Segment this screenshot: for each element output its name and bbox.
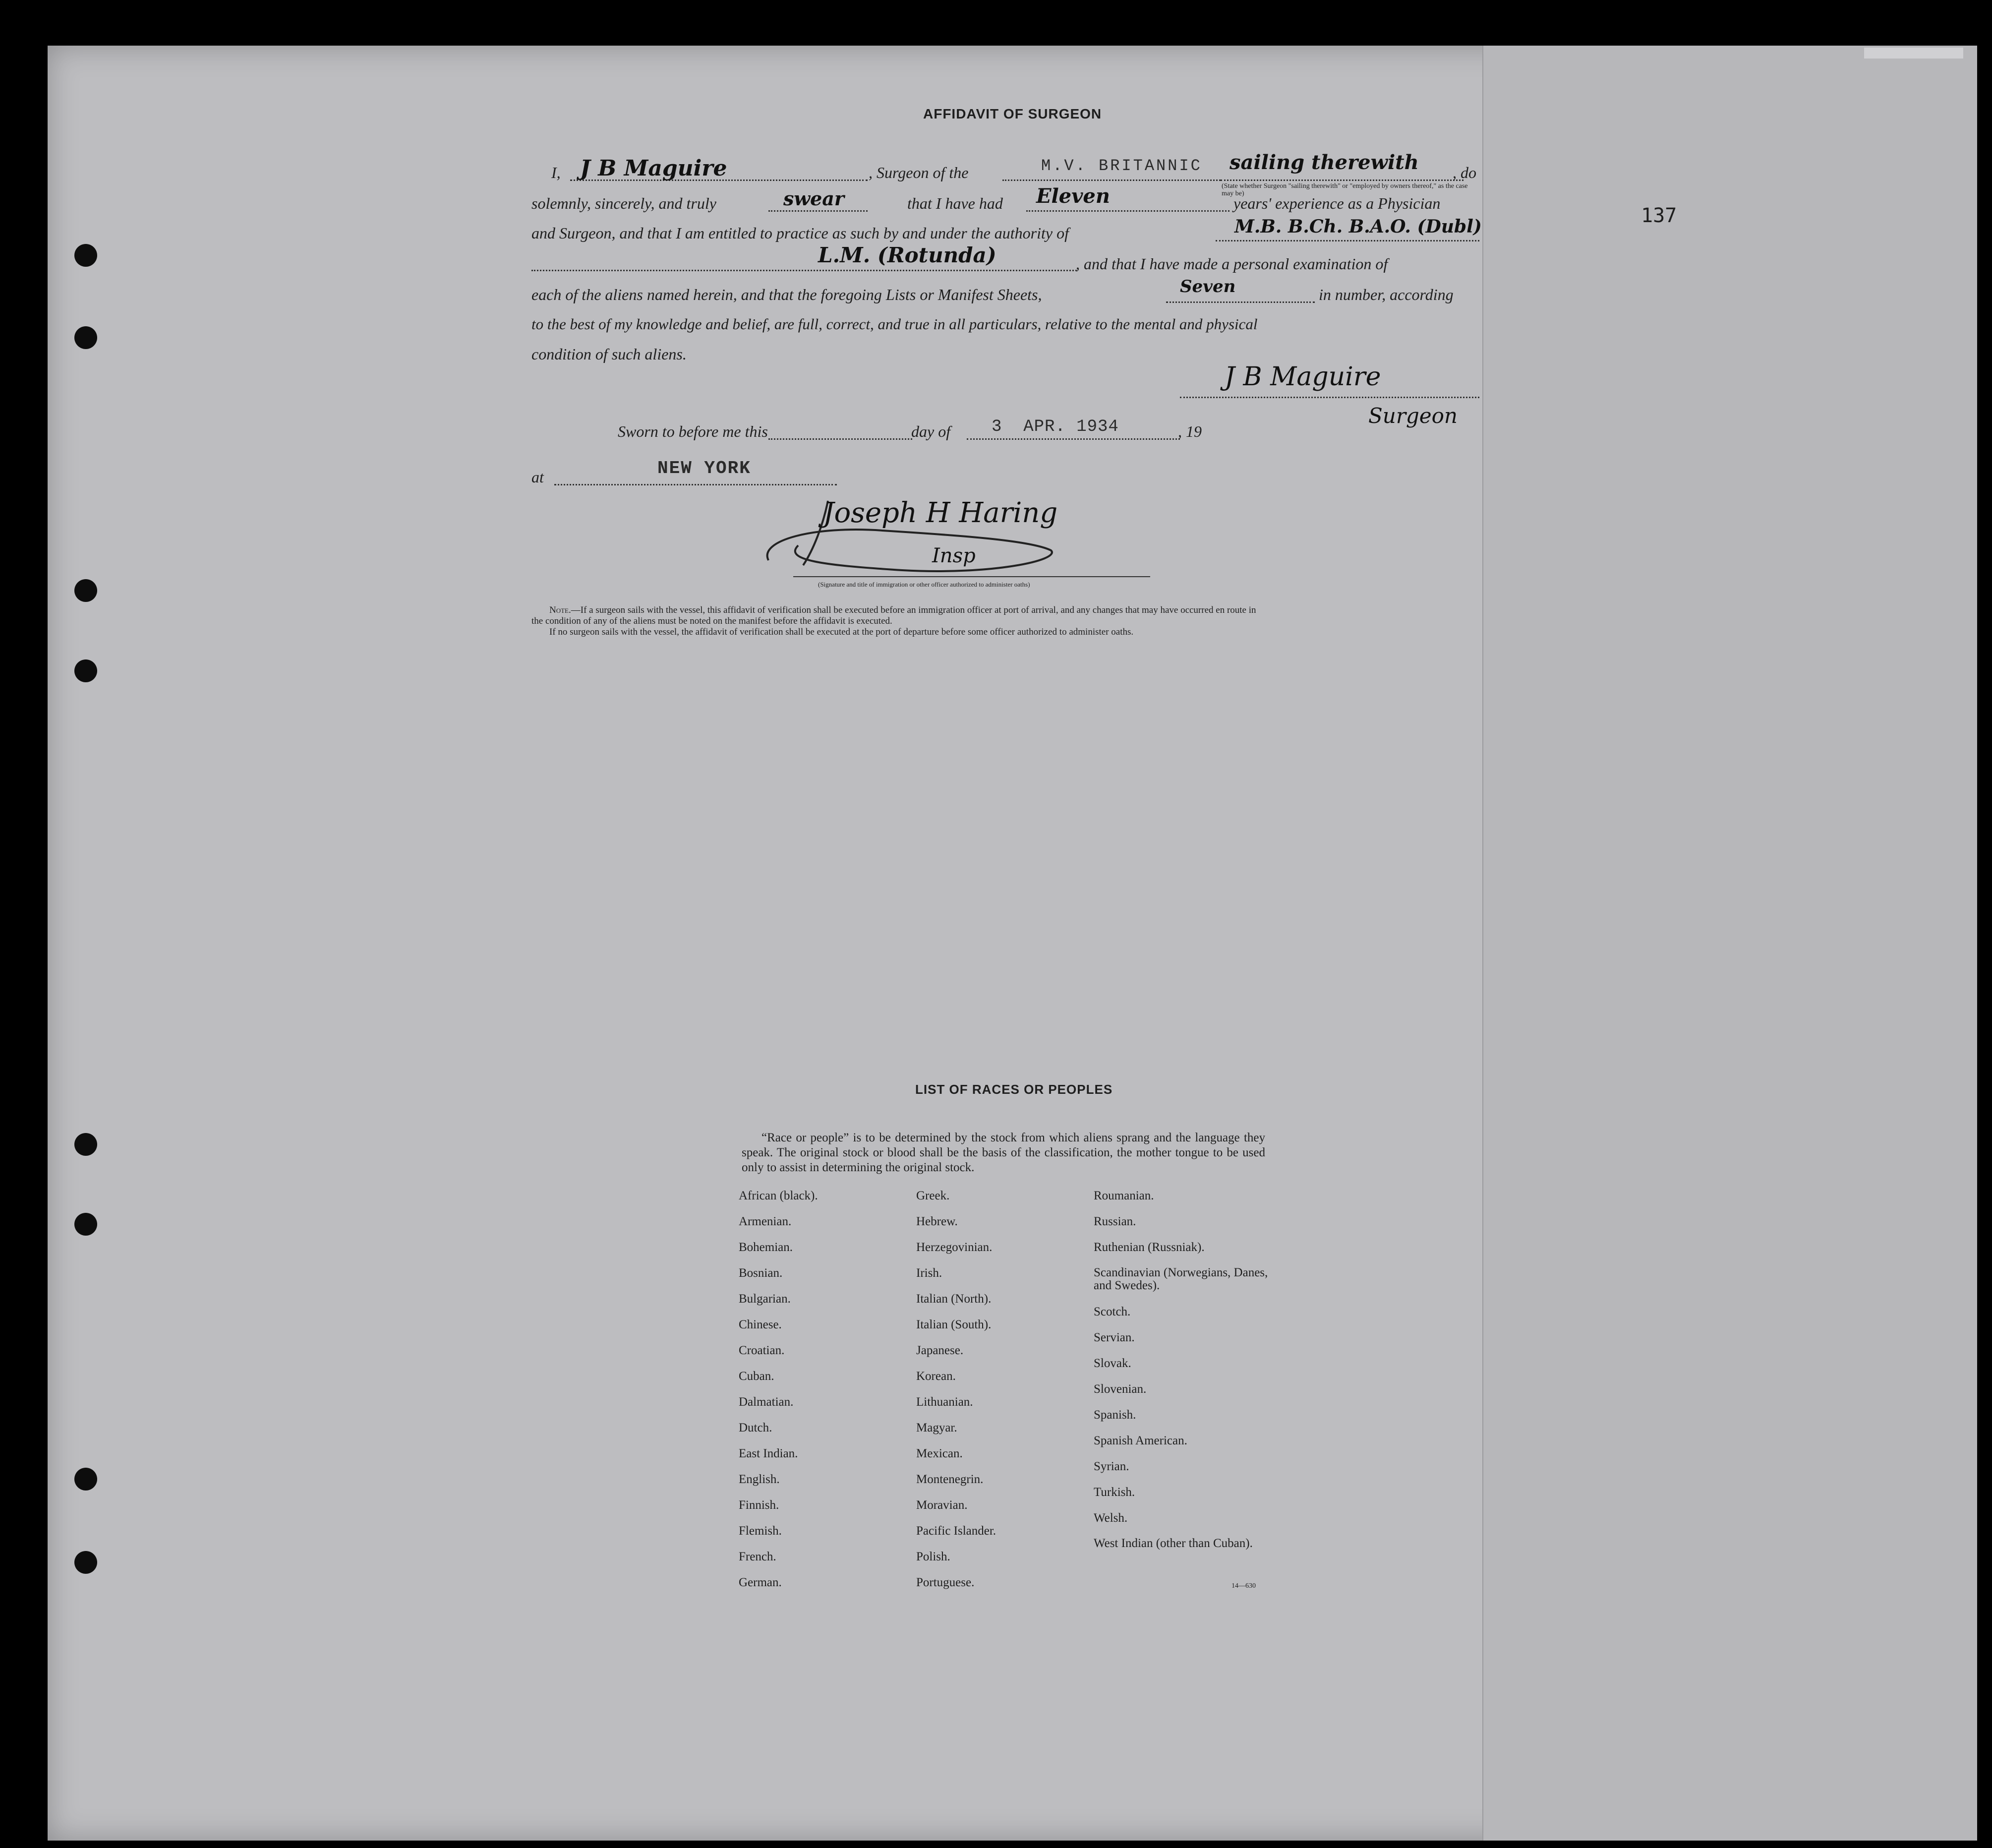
sailing-status: sailing therewith (1230, 151, 1419, 174)
race-item: Portuguese. (916, 1576, 975, 1589)
race-item: Bosnian. (739, 1266, 783, 1280)
text-day-of: day of (911, 422, 951, 440)
note-line3: If no surgeon sails with the vessel, the affidavit of verification shall be executed at the port of departure before some officer authorized to administer oaths. (549, 627, 1134, 637)
race-item: Finnish. (739, 1498, 779, 1512)
note-label: Note. (549, 605, 571, 615)
state-note: (State whether Surgeon "sailing therewith" or "employed by owners thereof," as the case may be) (1222, 182, 1468, 197)
race-item: Moravian. (916, 1498, 968, 1512)
place-stamp: NEW YORK (657, 458, 751, 478)
binder-hole (74, 1213, 97, 1236)
race-item: Scandinavian (Norwegians, Danes, and Swedes). (1094, 1266, 1268, 1292)
race-item: Magyar. (916, 1421, 957, 1434)
race-item: Welsh. (1094, 1511, 1128, 1525)
race-item: Italian (South). (916, 1318, 992, 1331)
race-item: Flemish. (739, 1524, 782, 1538)
race-item: Mexican. (916, 1447, 963, 1460)
affidavit-title: AFFIDAVIT OF SURGEON (923, 106, 1102, 121)
race-item: English. (739, 1473, 780, 1486)
races-column-3 (1094, 1189, 1272, 1576)
race-item: Scotch. (1094, 1305, 1131, 1318)
signature-caption: (Signature and title of immigration or other officer authorized to administer oaths) (818, 581, 1030, 588)
binder-hole (74, 326, 97, 349)
note-line2: the condition of any of the aliens must be noted on the manifest before the affidavit is executed. (531, 616, 892, 626)
race-item: Korean. (916, 1370, 956, 1383)
form-number: 14—630 (1231, 1582, 1256, 1590)
fold-panel (1482, 46, 1977, 1841)
race-item: Bulgarian. (739, 1292, 791, 1306)
race-item: West Indian (other than Cuban). (1094, 1537, 1253, 1550)
years-value: Eleven (1036, 184, 1110, 208)
text-and-surgeon: and Surgeon, and that I am entitled to practice as such by and under the authority of (531, 224, 1069, 242)
surgeon-signature: J B Maguire (1225, 362, 1381, 392)
races-title: LIST OF RACES OR PEOPLES (915, 1082, 1113, 1097)
authority-line (1216, 240, 1479, 241)
race-item: French. (739, 1550, 776, 1563)
binder-hole (74, 1133, 97, 1156)
page-edge-tab (1864, 48, 1963, 59)
race-item: Irish. (916, 1266, 942, 1280)
text-best-of: to the best of my knowledge and belief, are full, correct, and true in all particulars, relative to the mental and physical (531, 315, 1258, 333)
place-line (554, 484, 837, 485)
race-item: Russian. (1094, 1215, 1136, 1228)
swear-line (768, 210, 868, 212)
binder-hole (74, 659, 97, 682)
races-column-1 (739, 1189, 907, 1602)
race-item: Spanish American. (1094, 1434, 1187, 1447)
race-item: Dalmatian. (739, 1395, 794, 1409)
text-solemnly: solemnly, sincerely, and truly (531, 194, 716, 212)
text-that-i-have-had: that I have had (907, 194, 1003, 212)
officer-title: Insp (932, 544, 976, 567)
authority-line2: L.M. (Rotunda) (818, 243, 996, 267)
binder-hole (74, 1468, 97, 1490)
note-block (531, 605, 1483, 638)
text-comma-19: , 19 (1178, 422, 1202, 440)
officer-signature: Joseph H Haring (823, 497, 1058, 529)
races-column-2 (916, 1189, 1085, 1602)
race-item: Servian. (1094, 1331, 1135, 1344)
sailing-status-line (1221, 179, 1464, 181)
race-item: East Indian. (739, 1447, 798, 1460)
authority-continued-line (531, 270, 1077, 271)
text-sworn: Sworn to before me this (618, 422, 768, 440)
text-at: at (531, 468, 544, 486)
race-item: Slovak. (1094, 1357, 1131, 1370)
text-years-experience: years' experience as a Physician (1233, 194, 1441, 212)
authority-line1: M.B. B.Ch. B.A.O. (Dubl) (1234, 216, 1482, 237)
text-each-of-aliens: each of the aliens named herein, and that the foregoing Lists or Manifest Sheets, (531, 286, 1042, 303)
surgeon-name: J B Maguire (580, 156, 727, 181)
text-i: I, (551, 164, 561, 181)
vessel-line (1002, 179, 1221, 181)
races-intro: “Race or people” is to be determined by the stock from which aliens sprang and the language they speak. The original stock or blood shall be the basis of the classification, the mother tongue to be used only to assist in determining the original stock. (742, 1131, 1265, 1174)
race-item: Herzegovinian. (916, 1241, 993, 1254)
text-in-number: in number, according (1319, 286, 1454, 303)
surgeon-role: Surgeon (1368, 404, 1458, 428)
swear-word: swear (783, 187, 844, 210)
race-item: Bohemian. (739, 1241, 793, 1254)
years-line (1026, 210, 1230, 212)
page-number: 137 (1641, 204, 1677, 227)
race-item: German. (739, 1576, 782, 1589)
race-item: Japanese. (916, 1344, 964, 1357)
text-surgeon-of-the: , Surgeon of the (869, 164, 969, 181)
vessel-stamp: M.V. BRITANNIC (1041, 157, 1202, 175)
binder-hole (74, 579, 97, 602)
text-personal-exam: , and that I have made a personal examination of (1076, 255, 1388, 273)
race-item: Italian (North). (916, 1292, 992, 1306)
race-item: Cuban. (739, 1370, 774, 1383)
race-item: African (black). (739, 1189, 818, 1202)
race-item: Lithuanian. (916, 1395, 973, 1409)
race-item: Pacific Islander. (916, 1524, 996, 1538)
race-item: Chinese. (739, 1318, 782, 1331)
signature-rule (793, 576, 1150, 577)
race-item: Croatian. (739, 1344, 785, 1357)
race-item: Polish. (916, 1550, 950, 1563)
sworn-day-line (768, 438, 912, 440)
text-do: , do (1453, 164, 1476, 181)
race-item: Turkish. (1094, 1486, 1135, 1499)
race-item: Armenian. (739, 1215, 792, 1228)
race-item: Roumanian. (1094, 1189, 1154, 1202)
surgeon-signature-line (1180, 397, 1479, 398)
race-item: Ruthenian (Russniak). (1094, 1241, 1205, 1254)
race-item: Greek. (916, 1189, 950, 1202)
sworn-month-line (967, 438, 1180, 440)
note-line1: —If a surgeon sails with the vessel, this affidavit of verification shall be executed before an immigration officer at port of arrival, and any changes that may have occurred en route in (571, 605, 1256, 615)
race-item: Spanish. (1094, 1408, 1136, 1422)
race-item: Syrian. (1094, 1460, 1129, 1473)
text-condition: condition of such aliens. (531, 345, 687, 363)
race-item: Slovenian. (1094, 1382, 1147, 1396)
date-stamp: 3 APR. 1934 (992, 417, 1119, 436)
binder-hole (74, 244, 97, 267)
race-item: Dutch. (739, 1421, 772, 1434)
race-item: Hebrew. (916, 1215, 958, 1228)
sheets-line (1166, 301, 1315, 303)
race-item: Montenegrin. (916, 1473, 984, 1486)
sheets-count: Seven (1180, 277, 1236, 297)
binder-hole (74, 1551, 97, 1574)
